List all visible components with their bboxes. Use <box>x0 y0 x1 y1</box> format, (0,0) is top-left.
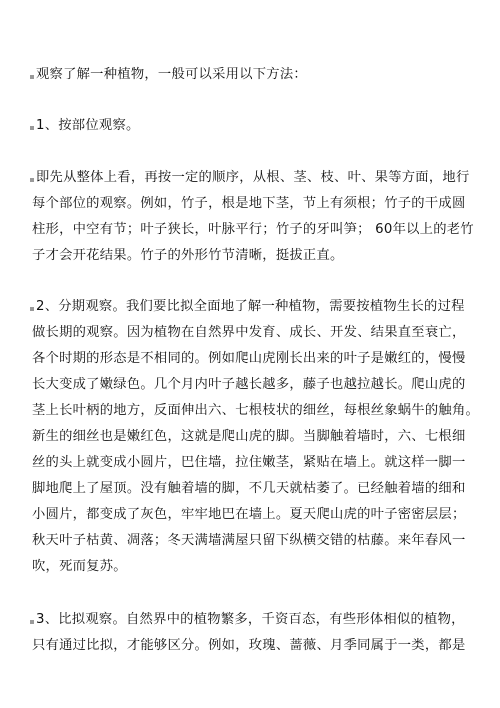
bullet-mark <box>30 307 34 311</box>
paragraph-3-line-2: 各个时期的形态是不相同的。例如爬山虎刚长出来的叶子是嫩红的，慢慢 <box>32 351 466 366</box>
paragraph-4-line-0: 3、比拟观察。自然界中的植物繁多，千资百态，有些形体相似的植物， <box>30 611 465 629</box>
paragraph-3-line-3: 长大变成了嫩绿色。几个月内叶子越长越多，藤子也越拉越长。爬山虎的 <box>32 377 466 392</box>
bullet-mark <box>30 75 34 79</box>
paragraph-3-line-10: 吹，死而复苏。 <box>32 559 127 574</box>
paragraph-3-line-1: 做长期的观察。因为植物在自然界中发育、成长、开发、结果直至衰亡， <box>32 325 466 340</box>
paragraph-3-line-5: 新生的细丝也是嫩红色，这就是爬山虎的脚。当脚触着墙时，六、七根细 <box>32 429 466 444</box>
paragraph-4-line-1: 只有通过比拟，才能够区分。例如，玫瑰、蔷薇、月季同属于一类，都是 <box>32 638 466 653</box>
bullet-mark <box>30 178 34 182</box>
paragraph-3-line-0: 2、分期观察。我们要比拟全面地了解一种植物，需要按植物生长的过程 <box>30 298 465 316</box>
paragraph-3-line-6: 丝的头上就变成小圆片，巴住墙，拉住嫩茎，紧贴在墙上。就这样一脚一 <box>32 455 466 470</box>
paragraph-3-line-9: 秋天叶子枯黄、凋落；冬天满墙满屋只留下纵横交错的枯藤。来年春风一 <box>32 533 466 548</box>
paragraph-1-line-0: 1、按部位观察。 <box>30 117 140 135</box>
paragraph-3-line-8: 小圆片，都变成了灰色，牢牢地巴在墙上。夏天爬山虎的叶子密密层层； <box>32 507 466 522</box>
paragraph-3-line-7: 脚地爬上了屋顶。没有触着墙的脚，不几天就枯萎了。已经触着墙的细和 <box>32 481 466 496</box>
bullet-mark <box>30 620 34 624</box>
paragraph-2-line-0: 即先从整体上看，再按一定的顺序，从根、茎、枝、叶、果等方面，地行 <box>30 169 470 187</box>
bullet-mark <box>30 126 34 130</box>
paragraph-3-line-4: 茎上长叶柄的地方，反面伸出六、七根枝状的细丝，每根丝象蜗牛的触角。 <box>32 403 480 418</box>
paragraph-2-line-3: 子才会开花结果。竹子的外形竹节清晰，挺拔正直。 <box>32 248 344 263</box>
paragraph-2-line-2: 柱形，中空有节；叶子狭长，叶脉平行；竹子的牙叫笋； 60年以上的老竹 <box>32 222 474 237</box>
paragraph-0-line-0: 观察了解一种植物，一般可以采用以下方法： <box>30 66 307 84</box>
paragraph-2-line-1: 每个部位的观察。例如，竹子，根是地下茎，节上有须根；竹子的干成圆 <box>32 196 466 211</box>
